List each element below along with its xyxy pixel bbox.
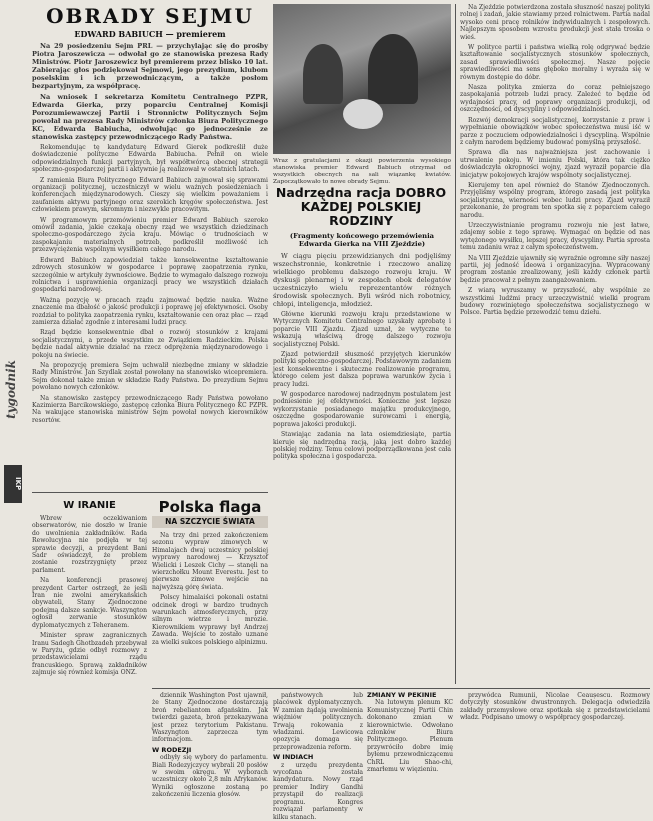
obrady-body bbox=[32, 42, 268, 490]
obrady-p9: Na propozycję premiera Sejm uchwalił niezbędne zmiany w składzie Rady Ministrów. Jan Szydlak został powołany na stanowisko wicepremiera. Sejm dokonał także zmian w składzie Rady Państwa. Do prezydium Sejmu powołano nowych członków. bbox=[32, 361, 268, 392]
right-p9: Z wiarą wyruszamy w przyszłość, aby wspólnie ze wszystkimi ludźmi pracy urzeczywistnić wielki program budowy rozwiniętego społeczeństwa socjalistycznego w Polsce. Partia będzie przewodzić temu dziełu. bbox=[460, 287, 650, 317]
obrady-p7: Ważną pozycję w pracach rządu zajmować będzie nauka. Ważne znaczenie ma dbałość o jakość produkcji i poprawę jej efektywności. Osoby rozdział to polityka zaopatrzenia rynku, kształtowanie cen oraz płac — rząd zamierza działać zgodnie z interesami ludzi pracy. bbox=[32, 296, 268, 326]
rodezja-title: W RODEZJI bbox=[152, 745, 192, 754]
flaga-body bbox=[152, 532, 268, 682]
obrady-p4: Z ramienia Biura Politycznego Edward Babiuch zajmował się sprawami organizacji politycznej, uczestniczył w wielu ważnych posiedzeniach i konferencjach międzynarodowych. Cieszy się wielkim poważaniem i zaufaniem aktywu partyjnego oraz szerokich kręgów społeczeństwa. Jest człowiekiem prawym, skromnym i niezwykle pracowitym. bbox=[32, 176, 268, 214]
brand-badge: IKP bbox=[4, 465, 22, 503]
bottom-c4: Na lutowym plenum KC Komunistycznej Partii Chin dokonano zmian w kierownictwie. Odwołano członków Biura Politycznego. Plenum przywróciło dobre imię byłemu przewodniczącemu ChRL Liu Shao-chi, zmarłemu w więzieniu. bbox=[367, 699, 453, 774]
nadrzedna-p1: W ciągu pięciu przewidzianych dni podjęliśmy wszechstronnie, konkretnie i rzeczowo analizę wielkiego problemu dalszego rozwoju kraju. W dyskusji plenarnej i w zespołach obok delegatów uczestniczyło wielu reprezentantów różnych środowisk społecznych. Byli wśród nich robotnicy, chłopi, inteligencja, młodzież. bbox=[273, 252, 451, 308]
flaga-banner: NA SZCZYCIE ŚWIATA bbox=[152, 516, 268, 528]
bottom-col-4 bbox=[460, 692, 650, 800]
iran-p2: Na konferencji prasowej prezydent Carter ostrzegł, że jeśli Iran nie zwolni amerykańskich obywateli, Stany Zjednoczone podejmą dalsze sankcje. Waszyngton ogłosił zerwanie stosunków dyplomatycznych z Teheranem. bbox=[32, 577, 147, 629]
photo-figure bbox=[303, 44, 343, 104]
nadrzedna-body bbox=[273, 252, 451, 687]
nadrzedna-p5: Stawiając zadania na lata osiemdziesiąte, partia kieruje się nadrzędną racją, jaką jest dobro każdej polskiej rodziny. Temu celowi podporządkowana jest cała polityka społeczna i gospodarcza. bbox=[273, 431, 451, 461]
flaga-p2: Polscy himalaiści pokonali ostatni odcinek drogi w bardzo trudnych warunkach atmosferycznych, przy silnym wietrze i mrozie. Kierownikiem wyprawy był Andrzej Zawada. Wejście to zostało uznane za wielki sukces polskiego alpinizmu. bbox=[152, 594, 268, 646]
bottom-col-2 bbox=[273, 692, 363, 821]
obrady-rule bbox=[32, 492, 268, 493]
obrady-p6: Edward Babiuch zapowiedział także konsekwentne kształtowanie zdrowych stosunków w gospodarce i poprawę zaopatrzenia rynku, szczególnie w artykuły żywnościowe. Będzie to wymagało dalszego rozwoju rolnictwa i usprawnienia organizacji pracy we wszystkich działach gospodarki narodowej. bbox=[32, 256, 268, 294]
photo-flowers bbox=[343, 99, 383, 129]
bottom-c1: dziennik Washington Post ujawnił, że Stany Zjednoczone dostarczają broń rebeliantom afgańskim. Jak twierdzi gazeta, broń przekazywana jest przez terytorium Pakistanu. Waszyngton zaprzecza tym informacjom. bbox=[152, 692, 268, 744]
right-p3: Nasza polityka zmierza do coraz pełniejszego zaspokajania potrzeb ludzi pracy. Zależeć to będzie od wydajności pracy, od poprawy organizacji produkcji, od oszczędności, od dyscypliny i odpowiedzialności. bbox=[460, 84, 650, 114]
iran-p1: Wbrew oczekiwaniom obserwatorów, nie doszło w Iranie do uwolnienia zakładników. Rada Rewolucyjna nie podjęła w tej sprawie decyzji, a prezydent Bani Sadr oświadczył, że problem zostanie rozstrzygnięty przez parlament. bbox=[32, 515, 147, 574]
obrady-title: OBRADY SEJMU bbox=[46, 4, 254, 28]
right-column-rule bbox=[455, 4, 456, 684]
nadrzedna-p4: W gospodarce narodowej nadrzędnym postulatem jest podniesienie jej efektywności. Konieczne jest lepsze wykorzystanie posiadanego majątku produkcyjnego, oszczędne gospodarowanie surowcami i energią, poprawa jakości produkcji. bbox=[273, 391, 451, 428]
obrady-p10: Na stanowisko zastępcy przewodniczącego Rady Państwa powołano Kazimierza Barcikowskiego, zastępcę członka Biura Politycznego KC PZPR. Na wakujące stanowiska ministrów Sejm powołał nowych kierowników resortów. bbox=[32, 394, 268, 424]
bottom-c3b: z urzędu prezydenta wycofana została kandydatura. Nowy rząd premier Indiry Gandhi przystąpił do realizacji programu. Kongres rozwiązał parlamenty w kilku stanach. bbox=[273, 761, 363, 821]
photo-figure bbox=[368, 34, 418, 104]
sejm-photo bbox=[273, 4, 451, 154]
photo-caption: Wraz z gratulacjami z okazji powierzenia wysokiego stanowiska premier Edward Babiuch otrzymał od wszystkich obecnych na sali wiązankę kwiatów. Zapoczątkowało to nowe obrady Sejmu. bbox=[273, 158, 451, 185]
obrady-subtitle: EDWARD BABIUCH — premierem bbox=[74, 29, 226, 39]
bottom-c3: państwowych lub placówek dyplomatycznych. W zamian żądają uwolnienia więźniów politycznych. Trwają rokowania z władzami. Lewicowa opozycja domaga się przeprowadzenia reform. bbox=[273, 692, 363, 751]
right-p1: Na Zjeździe potwierdzona została słuszność naszej polityki rolnej i zadań, jakie stawiamy przed rolnictwem. Partia nadal wysoko ceni pracę rolników indywidualnych i zespołowych. Najlepszym sposobem wzrostu produkcji jest stała troska o wieś. bbox=[460, 4, 650, 41]
nadrzedna-p3: Zjazd potwierdził słuszność przyjętych kierunków polityki społeczno-gospodarczej. Podstawowym zadaniem jest konsekwentne i skuteczne realizowanie programu, którego celem jest dalsza poprawa warunków życia i pracy ludzi. bbox=[273, 351, 451, 388]
right-column bbox=[460, 4, 650, 684]
indie-title: W INDIACH bbox=[273, 753, 314, 762]
right-p5: Sprawa dla nas najważniejsza jest zachowanie i utrwalenie pokoju. W imieniu Polski, która tak ciężko doświadczyła okropności wojny, zjazd wyraził poparcie dla inicjatyw pokojowych krajów wspólnoty socjalistycznej. bbox=[460, 149, 650, 179]
obrady-p8: Rząd będzie konsekwentnie dbał o rozwój stosunków z krajami socjalistycznymi, a przede wszystkim ze Związkiem Radzieckim. Polska będzie nadal aktywnie działać na rzecz odprężenia międzynarodowego i pokoju na świecie. bbox=[32, 329, 268, 359]
nadrzedna-p2: Główne kierunki rozwoju kraju przedstawione w Wytycznych Komitetu Centralnego uzyskały aprobatę i poparcie VIII Zjazdu. Zjazd uznał, że wytyczne te wskazują właściwą drogę dalszego rozwoju socjalistycznej Polski. bbox=[273, 311, 451, 348]
flaga-p1: Na trzy dni przed zakończeniem sezonu wypraw zimowych w Himalajach dwaj uczestnicy polskiej wyprawy narodowej — Krzysztof Wielicki i Leszek Cichy — stanęli na wierzchołku Mount Everestu. Jest to pierwsze zimowe wejście na najwyższą górę świata. bbox=[152, 532, 268, 591]
pekin-title: ZMIANY W PEKINIE bbox=[367, 691, 437, 699]
bottom-rule bbox=[152, 688, 650, 689]
brand-vertical: tygodnik bbox=[4, 360, 18, 419]
obrady-p5: W programowym przemówieniu premier Edward Babiuch szeroko omówił zadania, jakie czekają obecny rząd we wszystkich dziedzinach społeczno-gospodarczego życia kraju. Mówiąc o trudnościach w zaspokajaniu materialnych potrzeb, podkreślił możliwość ich przezwyciężenia wspólnym wysiłkiem całego narodu. bbox=[32, 216, 268, 254]
iran-p3: Minister spraw zagranicznych Iranu Sadegh Ghotbzadeh przebywał w Paryżu, gdzie odbył rozmowy z przedstawicielami rządu francuskiego. Sprawą zakładników zajmuje się również komisja ONZ. bbox=[32, 632, 147, 677]
bottom-c5: przywódca Rumunii, Nicolae Ceaușescu. Rozmowy dotyczyły stosunków dwustronnych. Delegacja odwiedziła zakłady przemysłowe oraz spotkała się z przedstawicielami władz. Podpisano umowy o współpracy gospodarczej. bbox=[460, 692, 650, 722]
bottom-col-1 bbox=[152, 692, 268, 800]
bottom-c2: odbyły się wybory do parlamentu. Biali Rodezyjczycy wybrali 20 posłów w swoim okręgu. W wyborach uczestniczy około 2,8 mln Afrykanów. Wyniki ogłoszone zostaną po zakończeniu liczenia głosów. bbox=[152, 754, 268, 799]
iran-title: W IRANIE bbox=[63, 500, 116, 511]
right-p2: W polityce partii i państwa wielką rolę odgrywać będzie kształtowanie socjalistycznych stosunków społecznych, zasad sprawiedliwości społecznej. Nasze pojęcie sprawiedliwości ma sens głęboko moralny i wyraża się w równym dostępie do dóbr. bbox=[460, 44, 650, 81]
right-p7: Urzeczywistnianie programu rozwoju nie jest łatwe, zdajemy sobie z tego sprawę. Wymagać on będzie od nas wytężonego wysiłku, lepszej pracy, dyscypliny. Partia sprosta temu zadaniu wraz z całym społeczeństwem. bbox=[460, 221, 650, 252]
iran-body bbox=[32, 515, 147, 800]
right-p8: Na VIII Zjeździe ujawniły się wyraźnie ogromne siły naszej partii, jej jedność ideowa i organizacyjna. Wypracowany program zostanie zrealizowany, jeśli każdy członek partii będzie pracował z pełnym zaangażowaniem. bbox=[460, 254, 650, 284]
nadrzedna-subtitle: (Fragmenty końcowego przemówienia Edwarda Gierka na VIII Zjeździe) bbox=[289, 232, 435, 248]
nadrzedna-title-box bbox=[273, 186, 449, 230]
right-p4: Rozwój demokracji socjalistycznej, korzystanie z praw i wypełnianie obowiązków wobec społeczeństwa musi iść w parze z poczuciem odpowiedzialności i dyscypliną. Wspólnie z całym narodem będziemy budować pomyślną przyszłość. bbox=[460, 116, 650, 146]
flaga-title: Polska flaga bbox=[158, 498, 262, 516]
left-margin bbox=[2, 0, 24, 800]
obrady-p1: Na 29 posiedzeniu Sejm PRL — przychylając się do prośby Piotra Jaroszewicza — odwołał go ze stanowiska prezesa Rady Ministrów. Piotr Jaroszewicz był premierem przez blisko 10 lat. Zabierając głos podziękował Sejmowi, jego prezydium, klubom poselskim i ich przewodniczącym, a także posłom bezpartyjnym, za współpracę. bbox=[32, 42, 268, 90]
obrady-p2: Na wniosek I sekretarza Komitetu Centralnego PZPR, Edwarda Gierka, przy poparciu Centralnej Komisji Porozumiewawczej Partii i Stronnictw Politycznych Sejm powołał na prezesa Rady Ministrów członka Biura Politycznego KC, Edwarda Babiucha, odwołując go jednocześnie ze stanowiska zastępcy przewodniczącego Rady Państwa. bbox=[32, 93, 268, 141]
nadrzedna-title: Nadrzędna racja DOBRO KAŻDEJ POLSKIEJ RODZINY bbox=[275, 185, 447, 228]
obrady-p3: Rekomendując tę kandydaturę Edward Gierek podkreślił duże doświadczenie polityczne Edwarda Babiucha. Pełnił on wiele odpowiedzialnych funkcji partyjnych, był współtwórcą obecnej strategii społeczno-gospodarczej partii i aktywnie ją realizował w ostatnich latach. bbox=[32, 144, 268, 174]
right-p6: Kierujemy ten apel również do Stanów Zjednoczonych. Przyjęliśmy wspólny program, którego zasadą jest polityka socjalistyczna, wierności wobec ludzi pracy. Zjazd wyraził przekonanie, że program ten spotka się z poparciem całego narodu. bbox=[460, 181, 650, 219]
bottom-col-3 bbox=[367, 692, 453, 800]
